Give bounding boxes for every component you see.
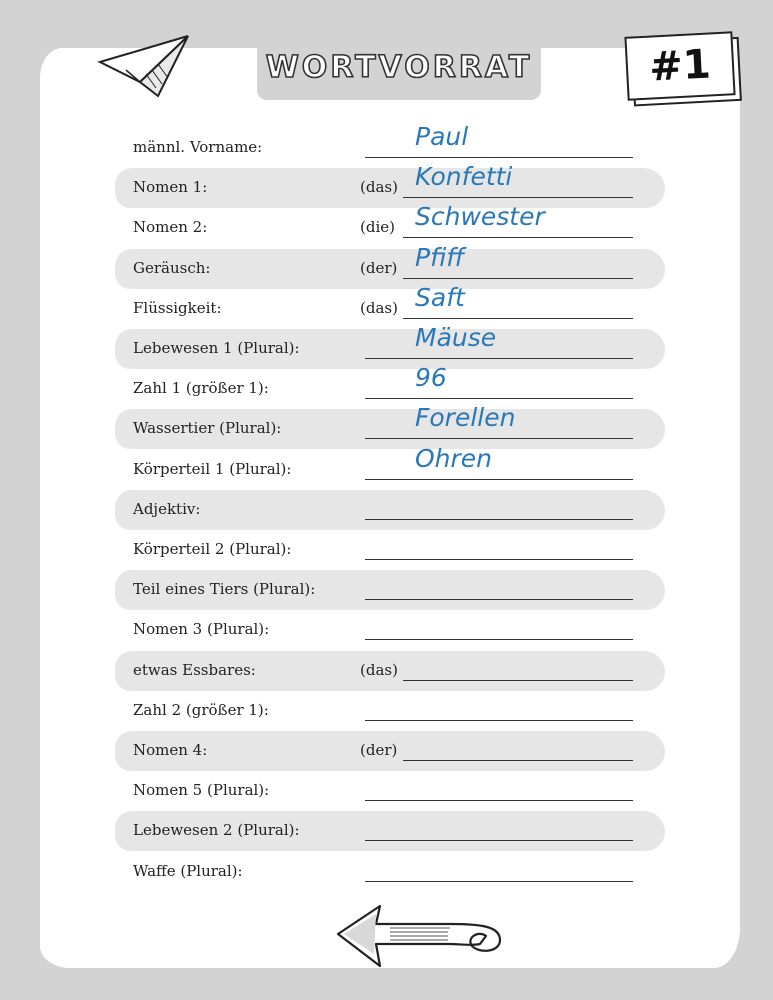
handwritten-answer: Pfiff	[415, 242, 465, 272]
answer-line[interactable]	[403, 197, 633, 198]
form-row	[115, 570, 665, 610]
answer-line[interactable]	[365, 639, 633, 640]
handwritten-answer: Paul	[415, 122, 469, 151]
form-row	[115, 122, 665, 168]
form-row	[115, 771, 665, 811]
curly-arrow-left-icon	[330, 900, 510, 980]
form-row	[115, 651, 665, 691]
form-row	[115, 363, 665, 409]
form-row	[115, 530, 665, 570]
field-label: Teil eines Tiers (Plural):	[133, 580, 316, 599]
handwritten-answer: 96	[415, 363, 447, 393]
answer-line[interactable]	[365, 800, 633, 801]
field-label: Körperteil 1 (Plural):	[133, 459, 292, 478]
handwritten-answer: Ohren	[415, 443, 493, 473]
field-label: etwas Essbares:	[133, 660, 256, 679]
form-row	[115, 162, 665, 208]
answer-line[interactable]	[403, 680, 633, 681]
field-label: Lebewesen 2 (Plural):	[133, 821, 300, 840]
field-label: Geräusch:	[133, 258, 211, 277]
paper-plane-icon	[96, 30, 196, 100]
handwritten-answer: Saft	[415, 282, 465, 312]
answer-line[interactable]	[365, 519, 633, 520]
answer-line[interactable]	[365, 599, 633, 600]
answer-line[interactable]	[365, 398, 633, 399]
article-label: (das)	[360, 178, 398, 197]
field-label: Nomen 5 (Plural):	[133, 781, 270, 800]
field-label: Adjektiv:	[133, 499, 201, 518]
field-label: Wassertier (Plural):	[133, 419, 282, 438]
form-row	[115, 610, 665, 650]
field-label: Nomen 1:	[133, 178, 208, 197]
field-label: männl. Vorname:	[133, 138, 263, 156]
answer-line[interactable]	[365, 358, 633, 359]
article-label: (das)	[360, 660, 398, 679]
field-label: Zahl 2 (größer 1):	[133, 700, 269, 719]
page-title: WORTVORRAT	[265, 50, 533, 85]
field-label: Nomen 2:	[133, 218, 208, 237]
form-row	[115, 490, 665, 530]
form-row	[115, 811, 665, 851]
answer-line[interactable]	[403, 318, 633, 319]
form-row	[115, 323, 665, 369]
form-row	[115, 282, 665, 329]
answer-line[interactable]	[365, 157, 633, 158]
form-row	[115, 403, 665, 449]
field-label: Körperteil 2 (Plural):	[133, 540, 292, 558]
answer-line[interactable]	[365, 720, 633, 721]
handwritten-answer: Konfetti	[415, 162, 513, 192]
form-row	[115, 852, 665, 892]
article-label: (das)	[360, 298, 398, 317]
handwritten-answer: Forellen	[415, 403, 516, 433]
field-label: Nomen 4:	[133, 741, 208, 759]
answer-line[interactable]	[365, 479, 633, 480]
article-label: (der)	[360, 741, 398, 759]
answer-line[interactable]	[365, 840, 633, 841]
answer-line[interactable]	[365, 559, 633, 560]
handwritten-answer: Schwester	[415, 202, 545, 232]
article-label: (der)	[360, 258, 398, 277]
field-label: Lebewesen 1 (Plural):	[133, 339, 300, 357]
field-label: Zahl 1 (größer 1):	[133, 379, 269, 398]
answer-line[interactable]	[403, 278, 633, 279]
field-label: Flüssigkeit:	[133, 298, 222, 317]
answer-line[interactable]	[365, 438, 633, 439]
answer-line[interactable]	[365, 881, 633, 882]
form-row	[115, 443, 665, 490]
field-label: Waffe (Plural):	[133, 861, 243, 880]
article-label: (die)	[360, 218, 395, 237]
handwritten-answer: Mäuse	[415, 323, 497, 352]
form-row	[115, 242, 665, 289]
page-number-badge	[624, 31, 735, 101]
form-row	[115, 691, 665, 731]
form-row	[115, 202, 665, 248]
field-label: Nomen 3 (Plural):	[133, 620, 270, 639]
page-number: #1	[648, 41, 712, 91]
form-row	[115, 731, 665, 771]
answer-line[interactable]	[403, 237, 633, 238]
answer-line[interactable]	[403, 760, 633, 761]
